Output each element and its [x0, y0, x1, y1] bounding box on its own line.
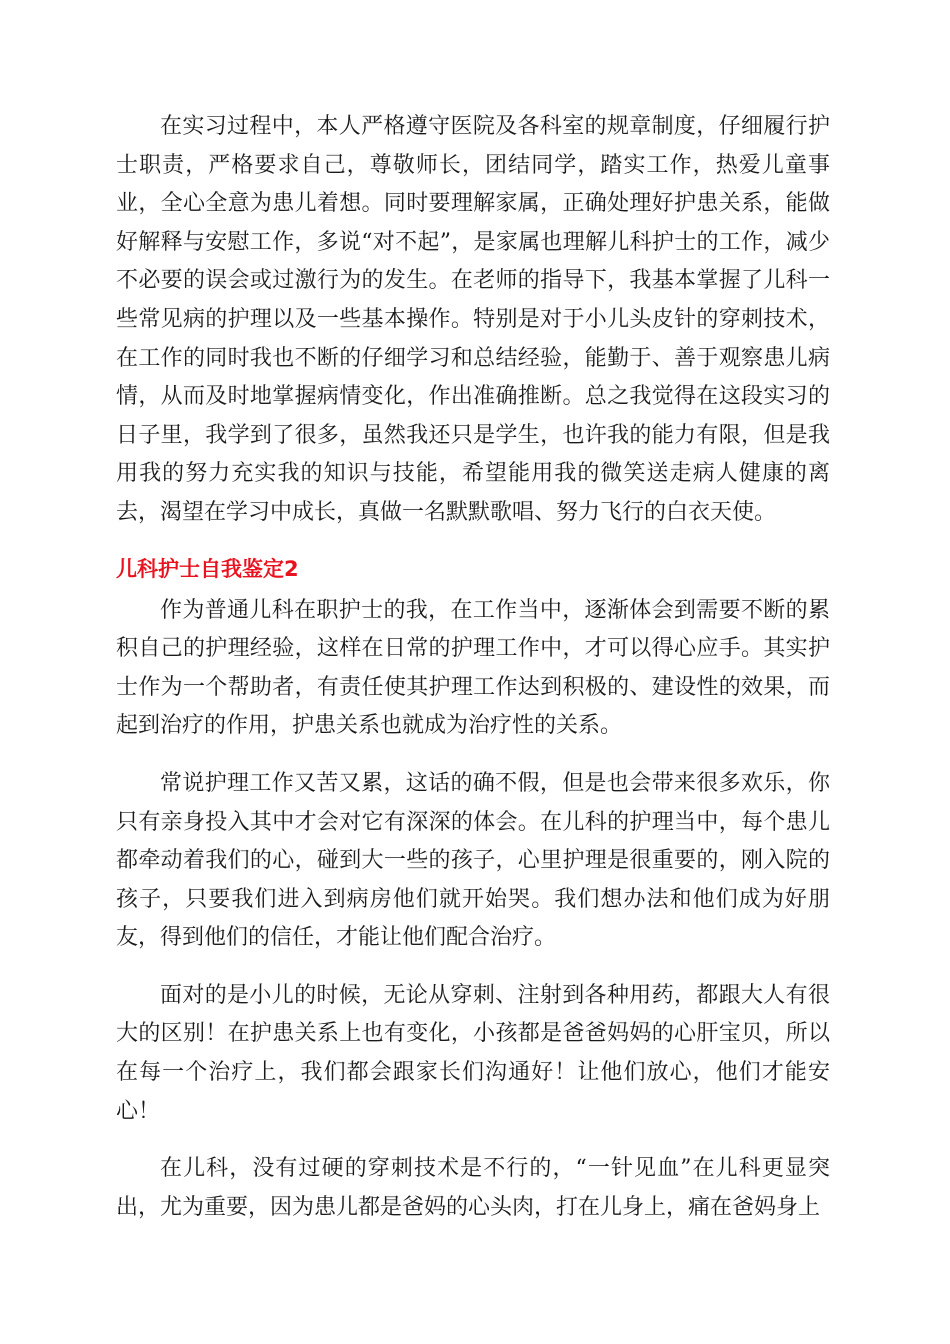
- document-body: [116, 108, 830, 1227]
- section-heading: 儿科护士自我鉴定2: [116, 556, 299, 581]
- body-paragraph-1: 作为普通儿科在职护士的我，在工作当中，逐渐体会到需要不断的累积自己的护理经验，这样在日常的护理工作中，才可以得心应手。其实护士作为一个帮助者，有责任使其护理工作达到积极的、建设性的效果，而起到治疗的作用，护患关系也就成为治疗性的关系。: [116, 597, 830, 739]
- intro-paragraph: 在实习过程中，本人严格遵守医院及各科室的规章制度，仔细履行护士职责，严格要求自己，尊敬师长，团结同学，踏实工作，热爱儿童事业，全心全意为患儿着想。同时要理解家属，正确处理好护患关系，能做好解释与安慰工作，多说“对不起”，是家属也理解儿科护士的工作，减少不必要的误会或过激行为的发生。在老师的指导下，我基本掌握了儿科一些常见病的护理以及一些基本操作。特别是对于小儿头皮针的穿刺技术，在工作的同时我也不断的仔细学习和总结经验，能勤于、善于观察患儿病情，从而及时地掌握病情变化，作出准确推断。总之我觉得在这段实习的日子里，我学到了很多，虽然我还只是学生，也许我的能力有限，但是我用我的努力充实我的知识与技能，希望能用我的微笑送走病人健康的离去，渴望在学习中成长，真做一名默默歌唱、努力飞行的白衣天使。: [116, 114, 830, 525]
- body-paragraph-3: 面对的是小儿的时候，无论从穿刺、注射到各种用药，都跟大人有很大的区别！在护患关系上也有变化，小孩都是爸爸妈妈的心肝宝贝，所以在每一个治疗上，我们都会跟家长们沟通好！让他们放心，他们才能安心！: [116, 982, 830, 1124]
- body-paragraph-2: 常说护理工作又苦又累，这话的确不假，但是也会带来很多欢乐，你只有亲身投入其中才会对它有深深的体会。在儿科的护理当中，每个患儿都牵动着我们的心，碰到大一些的孩子，心里护理是很重要的，刚入院的孩子，只要我们进入到病房他们就开始哭。我们想办法和他们成为好朋友，得到他们的信任，才能让他们配合治疗。: [116, 770, 830, 951]
- body-paragraph-4: 在儿科，没有过硬的穿刺技术是不行的，“一针见血”在儿科更显突出，尤为重要，因为患儿都是爸妈的心头肉，打在儿身上，痛在爸妈身上: [116, 1156, 830, 1220]
